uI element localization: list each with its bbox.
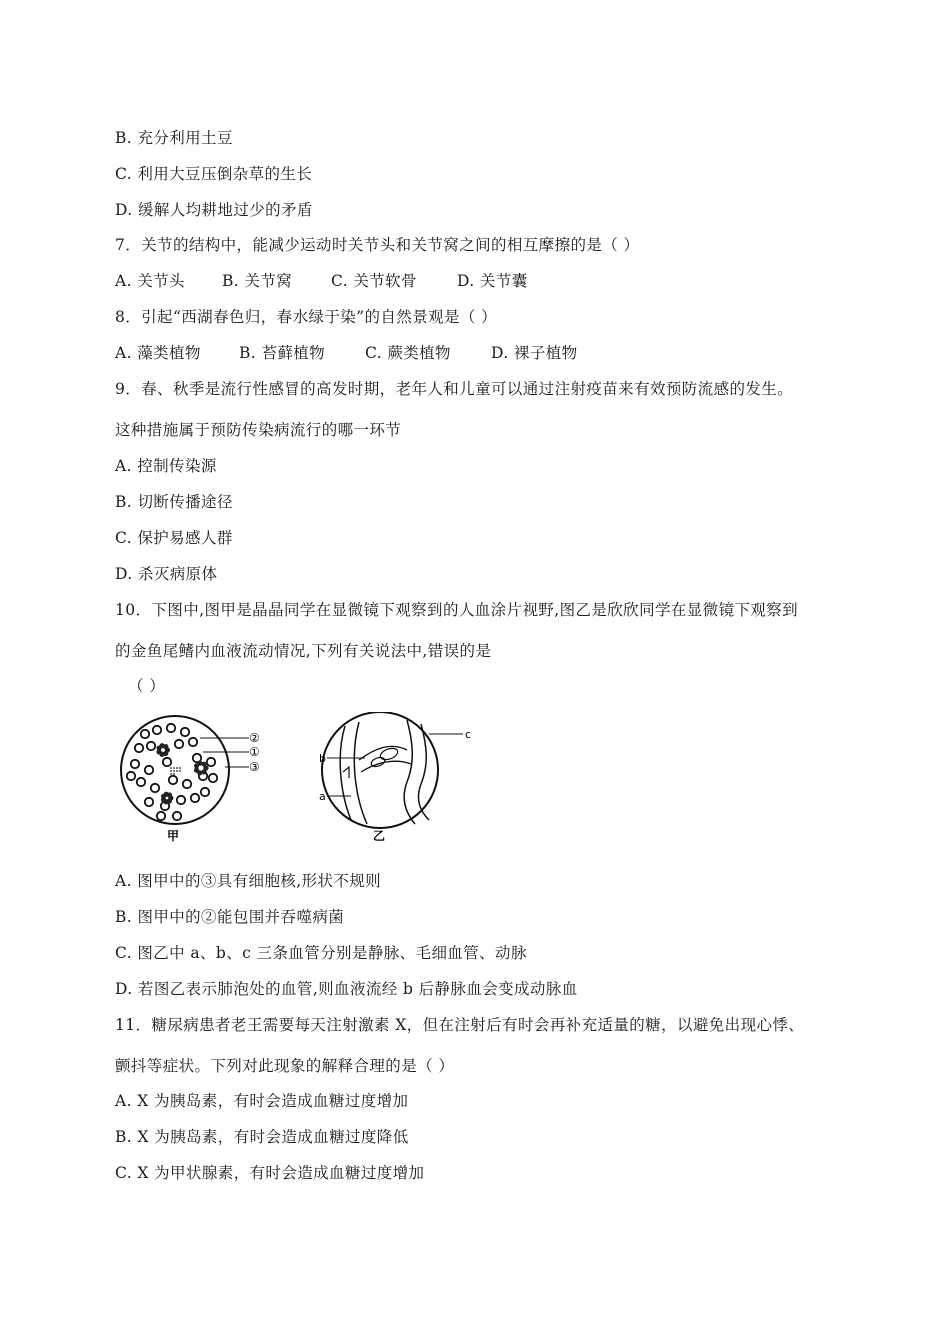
- red-blood-cell: [191, 794, 199, 802]
- platelet: [173, 773, 175, 775]
- platelet: [176, 767, 178, 769]
- red-blood-cell: [167, 724, 175, 732]
- q8-option-c: C. 蕨类植物: [365, 344, 451, 362]
- q9-option-d: D. 杀灭病原体: [115, 565, 218, 583]
- red-blood-cell: [145, 766, 153, 774]
- q8-option-a: A. 藻类植物: [115, 344, 201, 362]
- red-blood-cell: [207, 758, 215, 766]
- q7-option-c: C. 关节软骨: [331, 272, 417, 290]
- red-blood-cell: [141, 730, 149, 738]
- q6-option-d: D. 缓解人均耕地过少的矛盾: [115, 201, 313, 219]
- q11-option-b: B. X 为胰岛素，有时会造成血糖过度降低: [115, 1128, 409, 1146]
- red-blood-cell: [173, 812, 181, 820]
- q11-stem-line1: 11．糖尿病患者老王需要每天注射激素 X，但在注射后有时会再补充适量的糖，以避免出现心悸、: [115, 1016, 805, 1034]
- left-label-1: ①: [249, 745, 260, 759]
- fish-tail-diagram: [319, 712, 471, 843]
- q10-figure: [115, 712, 495, 847]
- q11-stem-line2: 颤抖等症状。下列对此现象的解释合理的是（ ）: [115, 1057, 455, 1075]
- red-blood-cell: [209, 774, 217, 782]
- q9-option-b: B. 切断传播途径: [115, 493, 233, 511]
- platelet: [173, 770, 175, 772]
- red-blood-cell: [201, 788, 209, 796]
- platelet: [170, 770, 172, 772]
- q9-option-c: C. 保护易感人群: [115, 529, 233, 547]
- right-label-a: a: [319, 790, 326, 803]
- right-label-b: b: [319, 752, 326, 765]
- q10-answer-blank: （ ）: [128, 677, 166, 695]
- white-blood-cell-lobe: [167, 792, 172, 797]
- q6-option-b: B. 充分利用土豆: [115, 129, 233, 147]
- white-blood-cell-lobe: [202, 762, 207, 767]
- q7-stem: 7．关节的结构中，能减少运动时关节头和关节窝之间的相互摩擦的是（ ）: [115, 236, 640, 254]
- q8-options: [115, 343, 578, 363]
- red-blood-cell: [181, 728, 189, 736]
- red-blood-cell: [169, 776, 177, 784]
- q10-option-c: C. 图乙中 a、b、c 三条血管分别是静脉、毛细血管、动脉: [115, 944, 527, 962]
- platelet: [176, 770, 178, 772]
- red-blood-cell: [137, 778, 145, 786]
- q8-option-b: B. 苔藓植物: [239, 344, 326, 362]
- left-label-2: ②: [249, 731, 260, 745]
- q10-figure-svg: [115, 712, 495, 847]
- red-blood-cell: [183, 780, 191, 788]
- q9-option-a: A. 控制传染源: [115, 457, 217, 475]
- red-blood-cell: [175, 740, 183, 748]
- q7-options: [115, 271, 528, 291]
- platelet: [173, 767, 175, 769]
- q10-option-a: A. 图甲中的③具有细胞核,形状不规则: [115, 872, 382, 890]
- q7-option-b: B. 关节窝: [222, 272, 293, 290]
- platelet: [179, 770, 181, 772]
- q9-stem-line1: 9．春、秋季是流行性感冒的高发时期，老年人和儿童可以通过注射疫苗来有效预防流感的发生。: [115, 380, 794, 398]
- left-caption: 甲: [167, 829, 180, 843]
- right-caption: 乙: [373, 829, 386, 843]
- red-blood-cell: [177, 796, 185, 804]
- red-blood-cell: [151, 784, 159, 792]
- q7-option-d: D. 关节囊: [457, 272, 528, 290]
- q7-option-a: A. 关节头: [115, 272, 185, 290]
- platelet: [179, 767, 181, 769]
- q8-stem: 8．引起“西湖春色归，春水绿于染”的自然景观是（ ）: [115, 308, 498, 326]
- q10-option-b: B. 图甲中的②能包围并吞噬病菌: [115, 908, 345, 926]
- q8-option-d: D. 裸子植物: [491, 344, 578, 362]
- red-blood-cell: [189, 738, 197, 746]
- q9-stem-line2: 这种措施属于预防传染病流行的哪一环节: [115, 421, 402, 439]
- q11-option-a: A. X 为胰岛素，有时会造成血糖过度增加: [115, 1092, 409, 1110]
- q6-option-c: C. 利用大豆压倒杂草的生长: [115, 165, 313, 183]
- blood-smear-diagram: [121, 716, 260, 843]
- left-label-3: ③: [249, 760, 260, 774]
- q11-option-c: C. X 为甲状腺素，有时会造成血糖过度增加: [115, 1164, 425, 1182]
- red-blood-cell: [163, 758, 171, 766]
- red-blood-cell: [135, 744, 143, 752]
- red-blood-cell: [127, 772, 135, 780]
- q10-stem-line2: 的金鱼尾鳍内血液流动情况,下列有关说法中,错误的是: [115, 642, 492, 660]
- right-label-c: c: [465, 728, 472, 741]
- white-blood-cell-lobe: [163, 744, 168, 749]
- red-blood-cell: [157, 812, 165, 820]
- red-blood-cell: [131, 760, 139, 768]
- q10-stem-line1: 10．下图中,图甲是晶晶同学在显微镜下观察到的人血涂片视野,图乙是欣欣同学在显微镜下观察到: [115, 601, 799, 619]
- red-blood-cell: [145, 798, 153, 806]
- red-blood-cell: [147, 742, 155, 750]
- q10-option-d: D. 若图乙表示肺泡处的血管,则血液流经 b 后静脉血会变成动脉血: [115, 980, 578, 998]
- platelet: [170, 773, 172, 775]
- platelet: [170, 767, 172, 769]
- red-blood-cell: [153, 726, 161, 734]
